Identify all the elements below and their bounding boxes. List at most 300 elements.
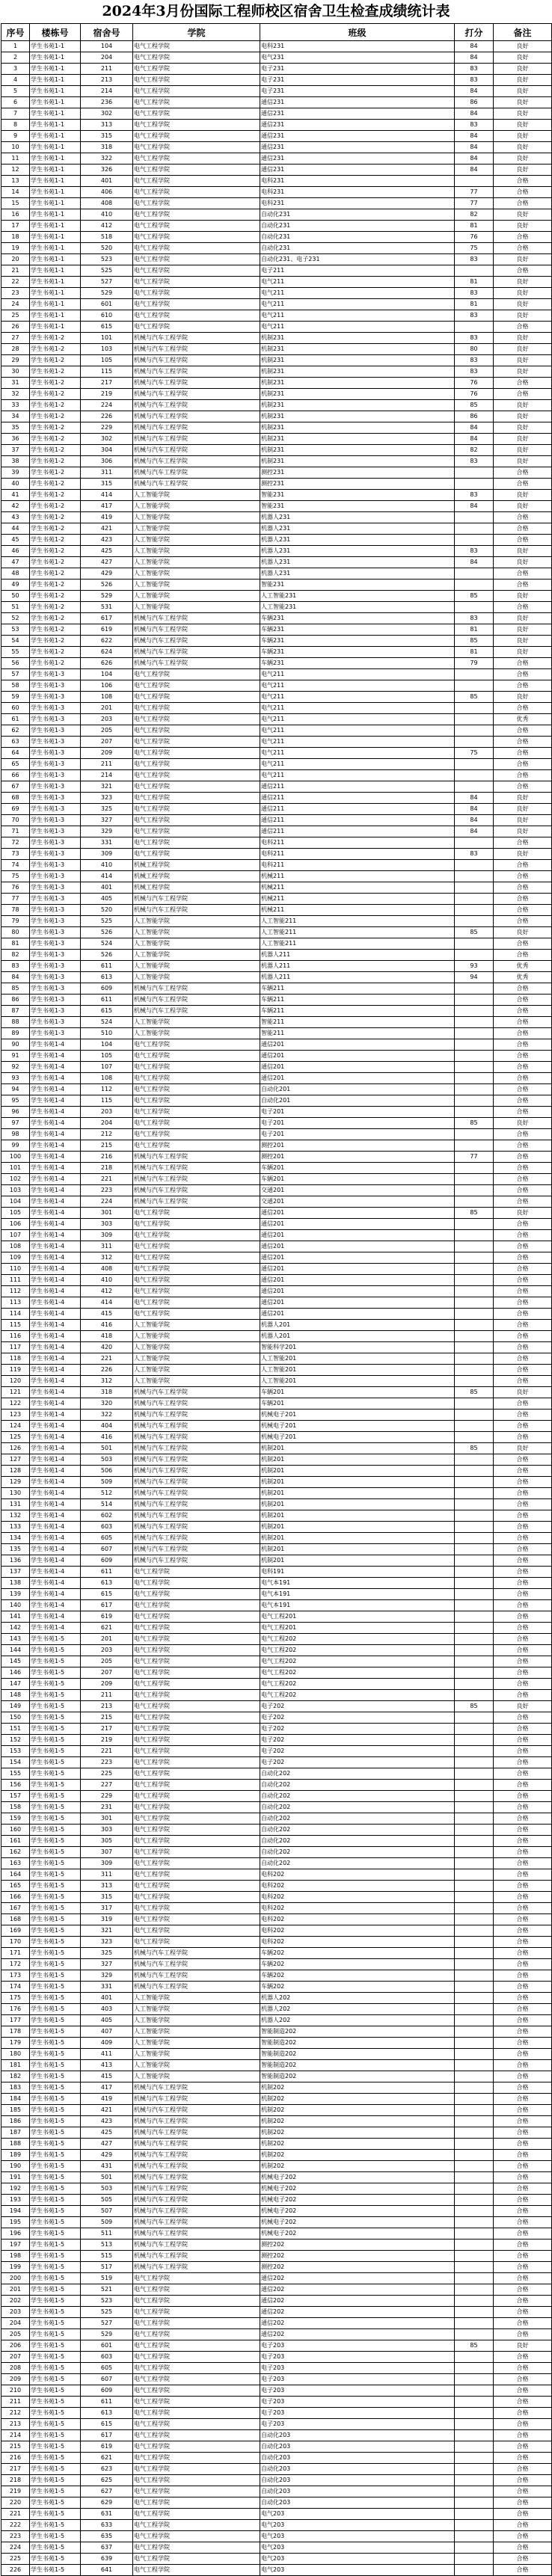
cell-remark: 良好	[494, 2340, 552, 2352]
cell-remark: 合格	[494, 1488, 552, 1499]
cell-score	[455, 1522, 494, 1533]
cell-class: 电气211	[260, 714, 455, 725]
cell-score	[455, 2542, 494, 2554]
cell-room: 318	[81, 1387, 133, 1398]
cell-building: 学生书苑1-2	[30, 557, 81, 568]
cell-building: 学生书苑1-4	[30, 1623, 81, 1634]
table-row	[1, 411, 552, 422]
cell-room: 514	[81, 1499, 133, 1510]
cell-score: 76	[455, 378, 494, 389]
cell-class: 电子231	[260, 86, 455, 97]
cell-building: 学生书苑1-5	[30, 2453, 81, 2464]
cell-remark: 合格	[494, 1051, 552, 1062]
cell-class: 机器人202	[260, 1993, 455, 2004]
header-class: 班级	[260, 24, 455, 41]
cell-class: 智能制造202	[260, 2038, 455, 2049]
table-row	[1, 86, 552, 97]
cell-index: 38	[1, 456, 30, 467]
cell-building: 学生书苑1-5	[30, 2397, 81, 2408]
cell-class: 机械211	[260, 894, 455, 905]
cell-building: 学生书苑1-4	[30, 1320, 81, 1331]
cell-remark: 合格	[494, 995, 552, 1006]
cell-score	[455, 781, 494, 793]
cell-college: 电气工程学院	[133, 120, 260, 131]
cell-class: 自动化202	[260, 1813, 455, 1825]
table-row	[1, 1679, 552, 1690]
cell-room: 221	[81, 1746, 133, 1757]
cell-room: 103	[81, 344, 133, 355]
cell-class: 通信201	[260, 1208, 455, 1219]
cell-building: 学生书苑1-3	[30, 983, 81, 995]
cell-score: 77	[455, 198, 494, 209]
cell-room: 203	[81, 714, 133, 725]
cell-score: 84	[455, 793, 494, 804]
cell-remark: 良好	[494, 546, 552, 557]
cell-score	[455, 2127, 494, 2139]
cell-college: 人工智能学院	[133, 2049, 260, 2060]
cell-room: 641	[81, 2565, 133, 2576]
cell-index: 131	[1, 1499, 30, 1510]
cell-remark: 合格	[494, 1813, 552, 1825]
cell-building: 学生书苑1-1	[30, 288, 81, 299]
cell-score	[455, 265, 494, 277]
cell-room: 419	[81, 512, 133, 523]
table-row	[1, 759, 552, 770]
table-row	[1, 624, 552, 636]
cell-class: 机器人231	[260, 512, 455, 523]
cell-class: 电子231	[260, 75, 455, 86]
cell-class: 通信201	[260, 1230, 455, 1241]
cell-room: 609	[81, 1555, 133, 1567]
cell-remark: 良好	[494, 288, 552, 299]
cell-room: 619	[81, 1611, 133, 1623]
cell-remark: 合格	[494, 759, 552, 770]
cell-building: 学生书苑1-5	[30, 1690, 81, 1701]
cell-remark: 合格	[494, 2554, 552, 2565]
cell-remark: 合格	[494, 1365, 552, 1376]
cell-remark: 合格	[494, 1084, 552, 1095]
cell-room: 325	[81, 804, 133, 815]
cell-index: 97	[1, 1118, 30, 1129]
cell-class: 电子201	[260, 1107, 455, 1118]
cell-index: 53	[1, 624, 30, 636]
cell-score	[455, 1353, 494, 1365]
cell-room: 323	[81, 1937, 133, 1948]
cell-building: 学生书苑1-5	[30, 1735, 81, 1746]
cell-score	[455, 1656, 494, 1667]
cell-building: 学生书苑1-5	[30, 1858, 81, 1869]
cell-index: 51	[1, 602, 30, 613]
table-row	[1, 2060, 552, 2071]
cell-index: 2	[1, 52, 30, 64]
cell-score	[455, 2251, 494, 2262]
cell-score	[455, 1925, 494, 1937]
cell-building: 学生书苑1-5	[30, 1993, 81, 2004]
cell-score	[455, 2486, 494, 2497]
cell-class: 电科211	[260, 837, 455, 849]
cell-class: 车辆201	[260, 1174, 455, 1185]
cell-room: 219	[81, 389, 133, 400]
cell-remark: 合格	[494, 2127, 552, 2139]
table-row	[1, 1129, 552, 1140]
cell-class: 车辆201	[260, 1163, 455, 1174]
cell-room: 321	[81, 781, 133, 793]
cell-college: 电气工程学院	[133, 1084, 260, 1095]
cell-building: 学生书苑1-4	[30, 1544, 81, 1555]
cell-building: 学生书苑1-1	[30, 131, 81, 142]
cell-building: 学生书苑1-4	[30, 1421, 81, 1432]
cell-college: 机械与汽车工程学院	[133, 434, 260, 445]
cell-index: 201	[1, 2284, 30, 2296]
cell-class: 人工智能211	[260, 927, 455, 938]
cell-index: 59	[1, 692, 30, 703]
cell-remark: 合格	[494, 568, 552, 580]
cell-class: 人工智能201	[260, 1353, 455, 1365]
cell-college: 机械与汽车工程学院	[133, 2251, 260, 2262]
cell-room: 605	[81, 1533, 133, 1544]
cell-score: 81	[455, 221, 494, 232]
cell-college: 电气工程学院	[133, 2374, 260, 2385]
table-row	[1, 1634, 552, 1645]
cell-room: 331	[81, 1982, 133, 1993]
cell-index: 95	[1, 1095, 30, 1107]
cell-class: 车辆211	[260, 983, 455, 995]
cell-class: 电子203	[260, 2363, 455, 2374]
cell-room: 629	[81, 2497, 133, 2509]
cell-remark: 合格	[494, 322, 552, 333]
table-row	[1, 1264, 552, 1275]
cell-class: 电气工程202	[260, 1656, 455, 1667]
cell-score	[455, 2217, 494, 2228]
cell-building: 学生书苑1-5	[30, 1679, 81, 1690]
cell-index: 135	[1, 1544, 30, 1555]
cell-score	[455, 1410, 494, 1421]
cell-remark: 合格	[494, 1039, 552, 1051]
cell-room: 603	[81, 1522, 133, 1533]
cell-building: 学生书苑1-5	[30, 1791, 81, 1802]
cell-class: 通信201	[260, 1275, 455, 1286]
table-row	[1, 2542, 552, 2554]
cell-building: 学生书苑1-4	[30, 1353, 81, 1365]
cell-remark: 合格	[494, 1152, 552, 1163]
cell-building: 学生书苑1-4	[30, 1555, 81, 1567]
cell-remark: 良好	[494, 445, 552, 456]
cell-remark: 合格	[494, 894, 552, 905]
cell-room: 617	[81, 1600, 133, 1611]
cell-index: 36	[1, 434, 30, 445]
cell-building: 学生书苑1-2	[30, 647, 81, 658]
cell-college: 电气工程学院	[133, 2430, 260, 2441]
cell-remark: 合格	[494, 1869, 552, 1881]
cell-college: 机械与汽车工程学院	[133, 2183, 260, 2195]
cell-index: 73	[1, 849, 30, 860]
cell-college: 电气工程学院	[133, 1219, 260, 1230]
cell-building: 学生书苑1-4	[30, 1297, 81, 1309]
cell-class: 电科202	[260, 1869, 455, 1881]
cell-room: 331	[81, 837, 133, 849]
table-row	[1, 2385, 552, 2397]
cell-remark: 合格	[494, 479, 552, 490]
cell-building: 学生书苑1-4	[30, 1589, 81, 1600]
table-row	[1, 1611, 552, 1623]
cell-index: 167	[1, 1903, 30, 1914]
cell-room: 410	[81, 209, 133, 221]
cell-college: 电气工程学院	[133, 52, 260, 64]
cell-score: 85	[455, 1701, 494, 1712]
cell-class: 机制202	[260, 2127, 455, 2139]
cell-index: 165	[1, 1881, 30, 1892]
cell-score	[455, 580, 494, 591]
cell-college: 电气工程学院	[133, 1847, 260, 1858]
cell-building: 学生书苑1-1	[30, 299, 81, 310]
cell-score	[455, 1309, 494, 1320]
cell-college: 机械与汽车工程学院	[133, 1443, 260, 1454]
cell-score	[455, 1466, 494, 1477]
cell-remark: 合格	[494, 1454, 552, 1466]
cell-room: 312	[81, 1376, 133, 1387]
cell-college: 机械与汽车工程学院	[133, 1421, 260, 1432]
cell-class: 电子203	[260, 2374, 455, 2385]
cell-remark: 合格	[494, 2397, 552, 2408]
cell-building: 学生书苑1-3	[30, 692, 81, 703]
cell-room: 425	[81, 2127, 133, 2139]
cell-building: 学生书苑1-5	[30, 2340, 81, 2352]
cell-room: 204	[81, 1118, 133, 1129]
cell-index: 198	[1, 2251, 30, 2262]
cell-index: 126	[1, 1443, 30, 1454]
cell-college: 电气工程学院	[133, 1937, 260, 1948]
cell-class: 通信202	[260, 2273, 455, 2284]
table-row	[1, 781, 552, 793]
cell-college: 机械与汽车工程学院	[133, 1959, 260, 1970]
cell-building: 学生书苑1-4	[30, 1095, 81, 1107]
cell-building: 学生书苑1-1	[30, 277, 81, 288]
cell-class: 电子203	[260, 2340, 455, 2352]
table-row	[1, 546, 552, 557]
cell-score: 80	[455, 344, 494, 355]
cell-index: 10	[1, 142, 30, 153]
cell-building: 学生书苑1-3	[30, 1017, 81, 1028]
cell-room: 607	[81, 2374, 133, 2385]
cell-building: 学生书苑1-2	[30, 422, 81, 434]
cell-building: 学生书苑1-4	[30, 1342, 81, 1353]
cell-remark: 合格	[494, 2486, 552, 2497]
cell-score	[455, 2060, 494, 2071]
cell-remark: 合格	[494, 1230, 552, 1241]
table-row	[1, 613, 552, 624]
cell-college: 电气工程学院	[133, 1724, 260, 1735]
cell-room: 304	[81, 445, 133, 456]
cell-college: 电气工程学院	[133, 1634, 260, 1645]
header-room: 宿舍号	[81, 24, 133, 41]
cell-room: 637	[81, 2542, 133, 2554]
cell-class: 通信211	[260, 793, 455, 804]
cell-college: 人工智能学院	[133, 2038, 260, 2049]
cell-room: 405	[81, 894, 133, 905]
table-row	[1, 636, 552, 647]
cell-index: 101	[1, 1163, 30, 1174]
cell-college: 电气工程学院	[133, 221, 260, 232]
table-row	[1, 389, 552, 400]
cell-room: 224	[81, 1196, 133, 1208]
cell-score: 83	[455, 613, 494, 624]
table-row	[1, 1353, 552, 1365]
cell-index: 48	[1, 568, 30, 580]
table-row	[1, 1398, 552, 1410]
cell-remark: 合格	[494, 2273, 552, 2284]
cell-remark: 合格	[494, 1522, 552, 1533]
cell-score	[455, 1611, 494, 1623]
cell-building: 学生书苑1-4	[30, 1140, 81, 1152]
cell-room: 407	[81, 2026, 133, 2038]
table-row	[1, 1791, 552, 1802]
cell-index: 55	[1, 647, 30, 658]
cell-score	[455, 1892, 494, 1903]
cell-remark: 合格	[494, 1544, 552, 1555]
table-row	[1, 165, 552, 176]
cell-room: 609	[81, 983, 133, 995]
cell-class: 车辆231	[260, 613, 455, 624]
cell-index: 129	[1, 1477, 30, 1488]
cell-index: 124	[1, 1421, 30, 1432]
cell-score: 85	[455, 1208, 494, 1219]
cell-college: 电气工程学院	[133, 1780, 260, 1791]
spreadsheet	[1, 0, 551, 2576]
cell-building: 学生书苑1-5	[30, 1892, 81, 1903]
cell-room: 507	[81, 2206, 133, 2217]
cell-score	[455, 2430, 494, 2441]
cell-score	[455, 770, 494, 781]
cell-building: 学生书苑1-3	[30, 793, 81, 804]
cell-building: 学生书苑1-2	[30, 355, 81, 366]
cell-class: 机械电子201	[260, 1432, 455, 1443]
table-row	[1, 445, 552, 456]
cell-room: 211	[81, 64, 133, 75]
cell-college: 人工智能学院	[133, 2071, 260, 2082]
cell-remark: 合格	[494, 770, 552, 781]
cell-building: 学生书苑1-5	[30, 1982, 81, 1993]
cell-score	[455, 602, 494, 613]
cell-college: 机械与汽车工程学院	[133, 1398, 260, 1410]
cell-score	[455, 2352, 494, 2363]
cell-remark: 合格	[494, 1623, 552, 1634]
cell-college: 人工智能学院	[133, 938, 260, 950]
cell-room: 227	[81, 1780, 133, 1791]
cell-index: 190	[1, 2161, 30, 2172]
cell-score: 83	[455, 366, 494, 378]
cell-college: 电气工程学院	[133, 1914, 260, 1925]
cell-class: 机制201	[260, 1499, 455, 1510]
cell-remark: 合格	[494, 1006, 552, 1017]
cell-room: 408	[81, 1264, 133, 1275]
cell-index: 39	[1, 467, 30, 479]
table-row	[1, 2161, 552, 2172]
cell-score	[455, 2329, 494, 2340]
cell-remark: 合格	[494, 2475, 552, 2486]
cell-college: 电气工程学院	[133, 837, 260, 849]
cell-room: 517	[81, 2262, 133, 2273]
table-row	[1, 1869, 552, 1881]
cell-score: 76	[455, 389, 494, 400]
cell-class: 电气211	[260, 310, 455, 322]
cell-remark: 良好	[494, 815, 552, 826]
cell-building: 学生书苑1-4	[30, 1230, 81, 1241]
cell-class: 电气211	[260, 299, 455, 310]
cell-class: 通信231	[260, 153, 455, 165]
cell-remark: 合格	[494, 983, 552, 995]
cell-building: 学生书苑1-5	[30, 2251, 81, 2262]
table-row	[1, 299, 552, 310]
cell-class: 通信211	[260, 815, 455, 826]
cell-score: 76	[455, 232, 494, 243]
cell-building: 学生书苑1-4	[30, 1152, 81, 1163]
cell-remark: 合格	[494, 2284, 552, 2296]
cell-building: 学生书苑1-3	[30, 871, 81, 882]
cell-college: 机械与汽车工程学院	[133, 613, 260, 624]
table-row	[1, 1925, 552, 1937]
table-row	[1, 355, 552, 366]
table-row	[1, 1432, 552, 1443]
cell-index: 163	[1, 1858, 30, 1869]
cell-index: 216	[1, 2453, 30, 2464]
cell-index: 220	[1, 2497, 30, 2509]
cell-college: 电气工程学院	[133, 1600, 260, 1611]
cell-remark: 合格	[494, 1174, 552, 1185]
table-row	[1, 602, 552, 613]
cell-class: 测控202	[260, 2240, 455, 2251]
cell-index: 118	[1, 1353, 30, 1365]
cell-index: 61	[1, 714, 30, 725]
cell-room: 510	[81, 1028, 133, 1039]
table-row	[1, 2240, 552, 2251]
cell-score: 83	[455, 288, 494, 299]
cell-remark: 良好	[494, 501, 552, 512]
cell-class: 自动化202	[260, 1825, 455, 1836]
cell-building: 学生书苑1-1	[30, 153, 81, 165]
cell-score	[455, 1297, 494, 1309]
cell-room: 410	[81, 860, 133, 871]
cell-index: 160	[1, 1825, 30, 1836]
cell-building: 学生书苑1-2	[30, 411, 81, 422]
cell-index: 13	[1, 176, 30, 187]
cell-index: 91	[1, 1051, 30, 1062]
table-row	[1, 849, 552, 860]
table-row	[1, 209, 552, 221]
table-row	[1, 1028, 552, 1039]
table-row	[1, 1623, 552, 1634]
cell-score	[455, 1768, 494, 1780]
cell-class: 电科202	[260, 1881, 455, 1892]
cell-remark: 合格	[494, 2026, 552, 2038]
cell-room: 429	[81, 568, 133, 580]
cell-room: 214	[81, 86, 133, 97]
table-row	[1, 1813, 552, 1825]
cell-index: 162	[1, 1847, 30, 1858]
cell-room: 611	[81, 1567, 133, 1578]
table-row	[1, 1107, 552, 1118]
cell-building: 学生书苑1-3	[30, 950, 81, 961]
table-row	[1, 456, 552, 467]
cell-remark: 合格	[494, 2430, 552, 2441]
table-row	[1, 467, 552, 479]
cell-remark: 合格	[494, 2116, 552, 2127]
cell-index: 169	[1, 1925, 30, 1937]
cell-index: 46	[1, 546, 30, 557]
cell-index: 168	[1, 1914, 30, 1925]
cell-room: 213	[81, 1701, 133, 1712]
cell-class: 人工智能211	[260, 938, 455, 950]
cell-score: 81	[455, 277, 494, 288]
